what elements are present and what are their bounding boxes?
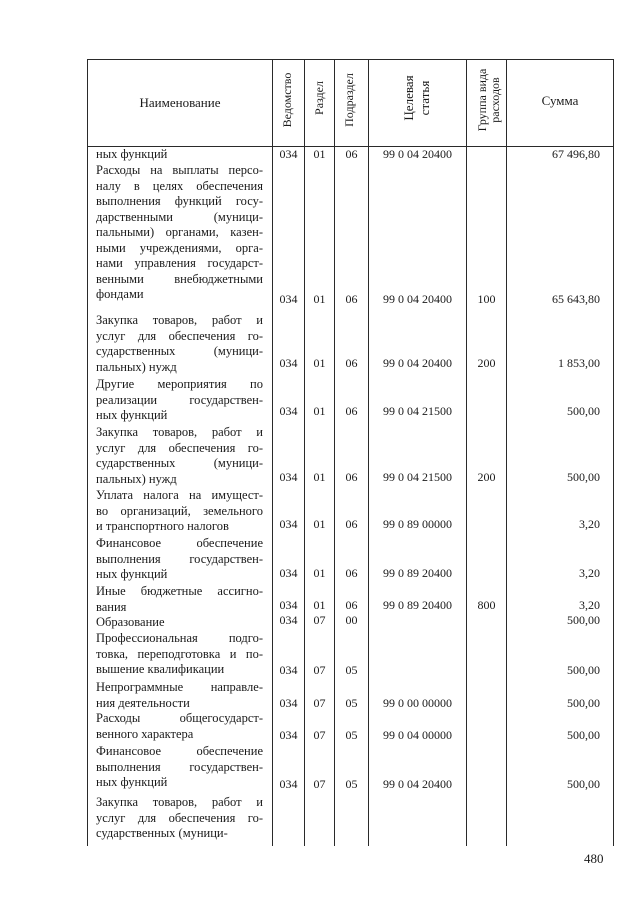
cell-target: 99 0 89 20400 — [383, 566, 452, 580]
row-name-line: ных функций — [96, 775, 168, 789]
row-name-line: Непрограммные направле- — [96, 680, 263, 694]
cell-ved: 034 — [279, 728, 298, 742]
row-name — [96, 536, 263, 583]
header-name: Наименование — [139, 95, 221, 110]
row-name-line: пальных) нужд — [96, 359, 177, 374]
cell-target: 99 0 89 00000 — [383, 517, 452, 531]
row-name-line: услуг для обеспечения го- — [96, 810, 263, 825]
cell-ved: 034 — [279, 147, 298, 161]
cell-razdel: 07 — [313, 728, 326, 742]
row-name-line: венного характера — [96, 726, 194, 741]
row-name-line: Образование — [96, 615, 165, 629]
row-name-line: сударственных (муници- — [96, 456, 263, 470]
header-group-line1: Группа вида — [475, 68, 489, 132]
row-name-line: Уплата налога на имущест- — [96, 488, 263, 502]
row-name — [96, 163, 263, 303]
row-name-line: пальных) нужд — [96, 471, 177, 486]
row-name-line: Закупка товаров, работ и — [96, 313, 263, 327]
cell-target: 99 0 04 20400 — [383, 356, 452, 370]
row-name-line: пальными) органами, казен- — [96, 225, 263, 239]
row-name-line: нами управления государст- — [96, 256, 263, 270]
col-divider-group — [466, 59, 467, 846]
row-name-line: выполнения государствен- — [96, 759, 263, 774]
cell-sum: 500,00 — [567, 470, 600, 484]
cell-sum: 67 496,80 — [552, 147, 600, 161]
row-name-line: Закупка товаров, работ и — [96, 795, 263, 809]
cell-target: 99 0 04 20400 — [383, 777, 452, 791]
cell-ved: 034 — [279, 404, 298, 418]
cell-podrazdel: 05 — [345, 777, 358, 791]
cell-sum: 3,20 — [579, 598, 600, 612]
row-name-line: ных функций — [96, 147, 168, 161]
row-name — [96, 377, 263, 424]
row-name-line: фондами — [96, 287, 144, 301]
row-name — [96, 795, 263, 842]
cell-razdel: 01 — [313, 147, 326, 161]
cell-group: 800 — [477, 598, 496, 612]
table-right-border — [613, 59, 614, 846]
row-name — [96, 488, 263, 535]
row-name — [96, 584, 263, 615]
row-name-line: ных функций — [96, 567, 168, 581]
row-name-line: венными внебюджетными — [96, 271, 263, 286]
cell-target: 99 0 89 20400 — [383, 598, 452, 612]
row-name-line: Профессиональная подго- — [96, 631, 263, 645]
cell-ved: 034 — [279, 663, 298, 677]
cell-razdel: 07 — [313, 777, 326, 791]
cell-ved: 034 — [279, 696, 298, 710]
header-razdel: Раздел — [312, 81, 326, 115]
cell-razdel: 01 — [313, 404, 326, 418]
cell-podrazdel: 05 — [345, 663, 358, 677]
cell-podrazdel: 05 — [345, 728, 358, 742]
cell-ved: 034 — [279, 517, 298, 531]
cell-podrazdel: 06 — [345, 517, 358, 531]
row-name-line: и транспортного налогов — [96, 519, 229, 533]
cell-sum: 500,00 — [567, 777, 600, 791]
cell-podrazdel: 06 — [345, 356, 358, 370]
row-name-line: дарственными (муници- — [96, 209, 263, 224]
cell-podrazdel: 06 — [345, 566, 358, 580]
row-name-line: услуг для обеспечения го- — [96, 328, 263, 343]
row-name-line: реализации государствен- — [96, 392, 263, 407]
cell-ved: 034 — [279, 613, 298, 627]
cell-razdel: 07 — [313, 696, 326, 710]
row-name — [96, 744, 263, 791]
header-podrazdel: Подраздел — [342, 73, 356, 127]
row-name-line: Закупка товаров, работ и — [96, 425, 263, 439]
cell-podrazdel: 06 — [345, 598, 358, 612]
row-name-line: Финансовое обеспечение — [96, 744, 263, 758]
cell-ved: 034 — [279, 470, 298, 484]
cell-target: 99 0 04 21500 — [383, 404, 452, 418]
cell-sum: 1 853,00 — [558, 356, 600, 370]
cell-razdel: 07 — [313, 613, 326, 627]
cell-ved: 034 — [279, 292, 298, 306]
cell-sum: 500,00 — [567, 696, 600, 710]
row-name — [96, 147, 263, 163]
header-group-line2: расходов — [488, 77, 502, 123]
row-name-line: сударственных (муници- — [96, 826, 228, 840]
row-name-line: ния деятельности — [96, 695, 190, 710]
row-name-line: налу в целях обеспечения — [96, 178, 263, 193]
cell-ved: 034 — [279, 566, 298, 580]
row-name — [96, 631, 263, 678]
cell-target: 99 0 04 20400 — [383, 292, 452, 306]
cell-target: 99 0 04 21500 — [383, 470, 452, 484]
cell-razdel: 01 — [313, 566, 326, 580]
row-name-line: ных функций — [96, 408, 168, 422]
cell-ved: 034 — [279, 777, 298, 791]
cell-sum: 3,20 — [579, 517, 600, 531]
cell-razdel: 01 — [313, 517, 326, 531]
cell-podrazdel: 06 — [345, 404, 358, 418]
cell-sum: 500,00 — [567, 728, 600, 742]
page-number: 480 — [584, 851, 604, 866]
row-name-line: товка, переподготовка и по- — [96, 646, 263, 661]
cell-sum: 500,00 — [567, 404, 600, 418]
row-name-line: выполнения функций госу- — [96, 194, 263, 208]
cell-razdel: 07 — [313, 663, 326, 677]
cell-podrazdel: 06 — [345, 147, 358, 161]
row-name-line: Другие мероприятия по — [96, 377, 263, 391]
cell-razdel: 01 — [313, 356, 326, 370]
row-name — [96, 425, 263, 487]
cell-sum: 3,20 — [579, 566, 600, 580]
row-name-line: Расходы общегосударст- — [96, 711, 263, 725]
row-name-line: ными учреждениями, орга- — [96, 240, 263, 255]
cell-podrazdel: 00 — [345, 613, 358, 627]
cell-target: 99 0 00 00000 — [383, 696, 452, 710]
cell-sum: 65 643,80 — [552, 292, 600, 306]
row-name-line: во организаций, земельного — [96, 503, 263, 518]
cell-podrazdel: 06 — [345, 292, 358, 306]
row-name-line: Финансовое обеспечение — [96, 536, 263, 550]
row-name-line: сударственных (муници- — [96, 344, 263, 358]
row-name — [96, 680, 263, 711]
header-sum: Сумма — [541, 93, 579, 108]
cell-sum: 500,00 — [567, 613, 600, 627]
header-target-line1: Целевая — [401, 75, 416, 121]
row-name-line: Иные бюджетные ассигно- — [96, 584, 263, 598]
row-name-line: вышение квалификации — [96, 662, 225, 676]
cell-group: 200 — [477, 356, 496, 370]
cell-sum: 500,00 — [567, 663, 600, 677]
cell-target: 99 0 04 00000 — [383, 728, 452, 742]
cell-group: 200 — [477, 470, 496, 484]
cell-razdel: 01 — [313, 598, 326, 612]
row-name — [96, 313, 263, 375]
cell-podrazdel: 06 — [345, 470, 358, 484]
table-left-border — [87, 59, 88, 846]
row-name-line: выполнения государствен- — [96, 551, 263, 566]
row-name-line: вания — [96, 599, 127, 614]
header-ved: Ведомство — [280, 72, 294, 128]
table-top-border — [87, 59, 614, 60]
cell-ved: 034 — [279, 598, 298, 612]
row-name-line: услуг для обеспечения го- — [96, 440, 263, 455]
header-target-line2: статья — [417, 80, 432, 116]
row-name — [96, 711, 263, 742]
cell-target: 99 0 04 20400 — [383, 147, 452, 161]
cell-group: 100 — [477, 292, 496, 306]
cell-ved: 034 — [279, 356, 298, 370]
cell-podrazdel: 05 — [345, 696, 358, 710]
row-name — [96, 615, 263, 631]
cell-razdel: 01 — [313, 470, 326, 484]
row-name-line: Расходы на выплаты персо- — [96, 163, 263, 177]
cell-razdel: 01 — [313, 292, 326, 306]
